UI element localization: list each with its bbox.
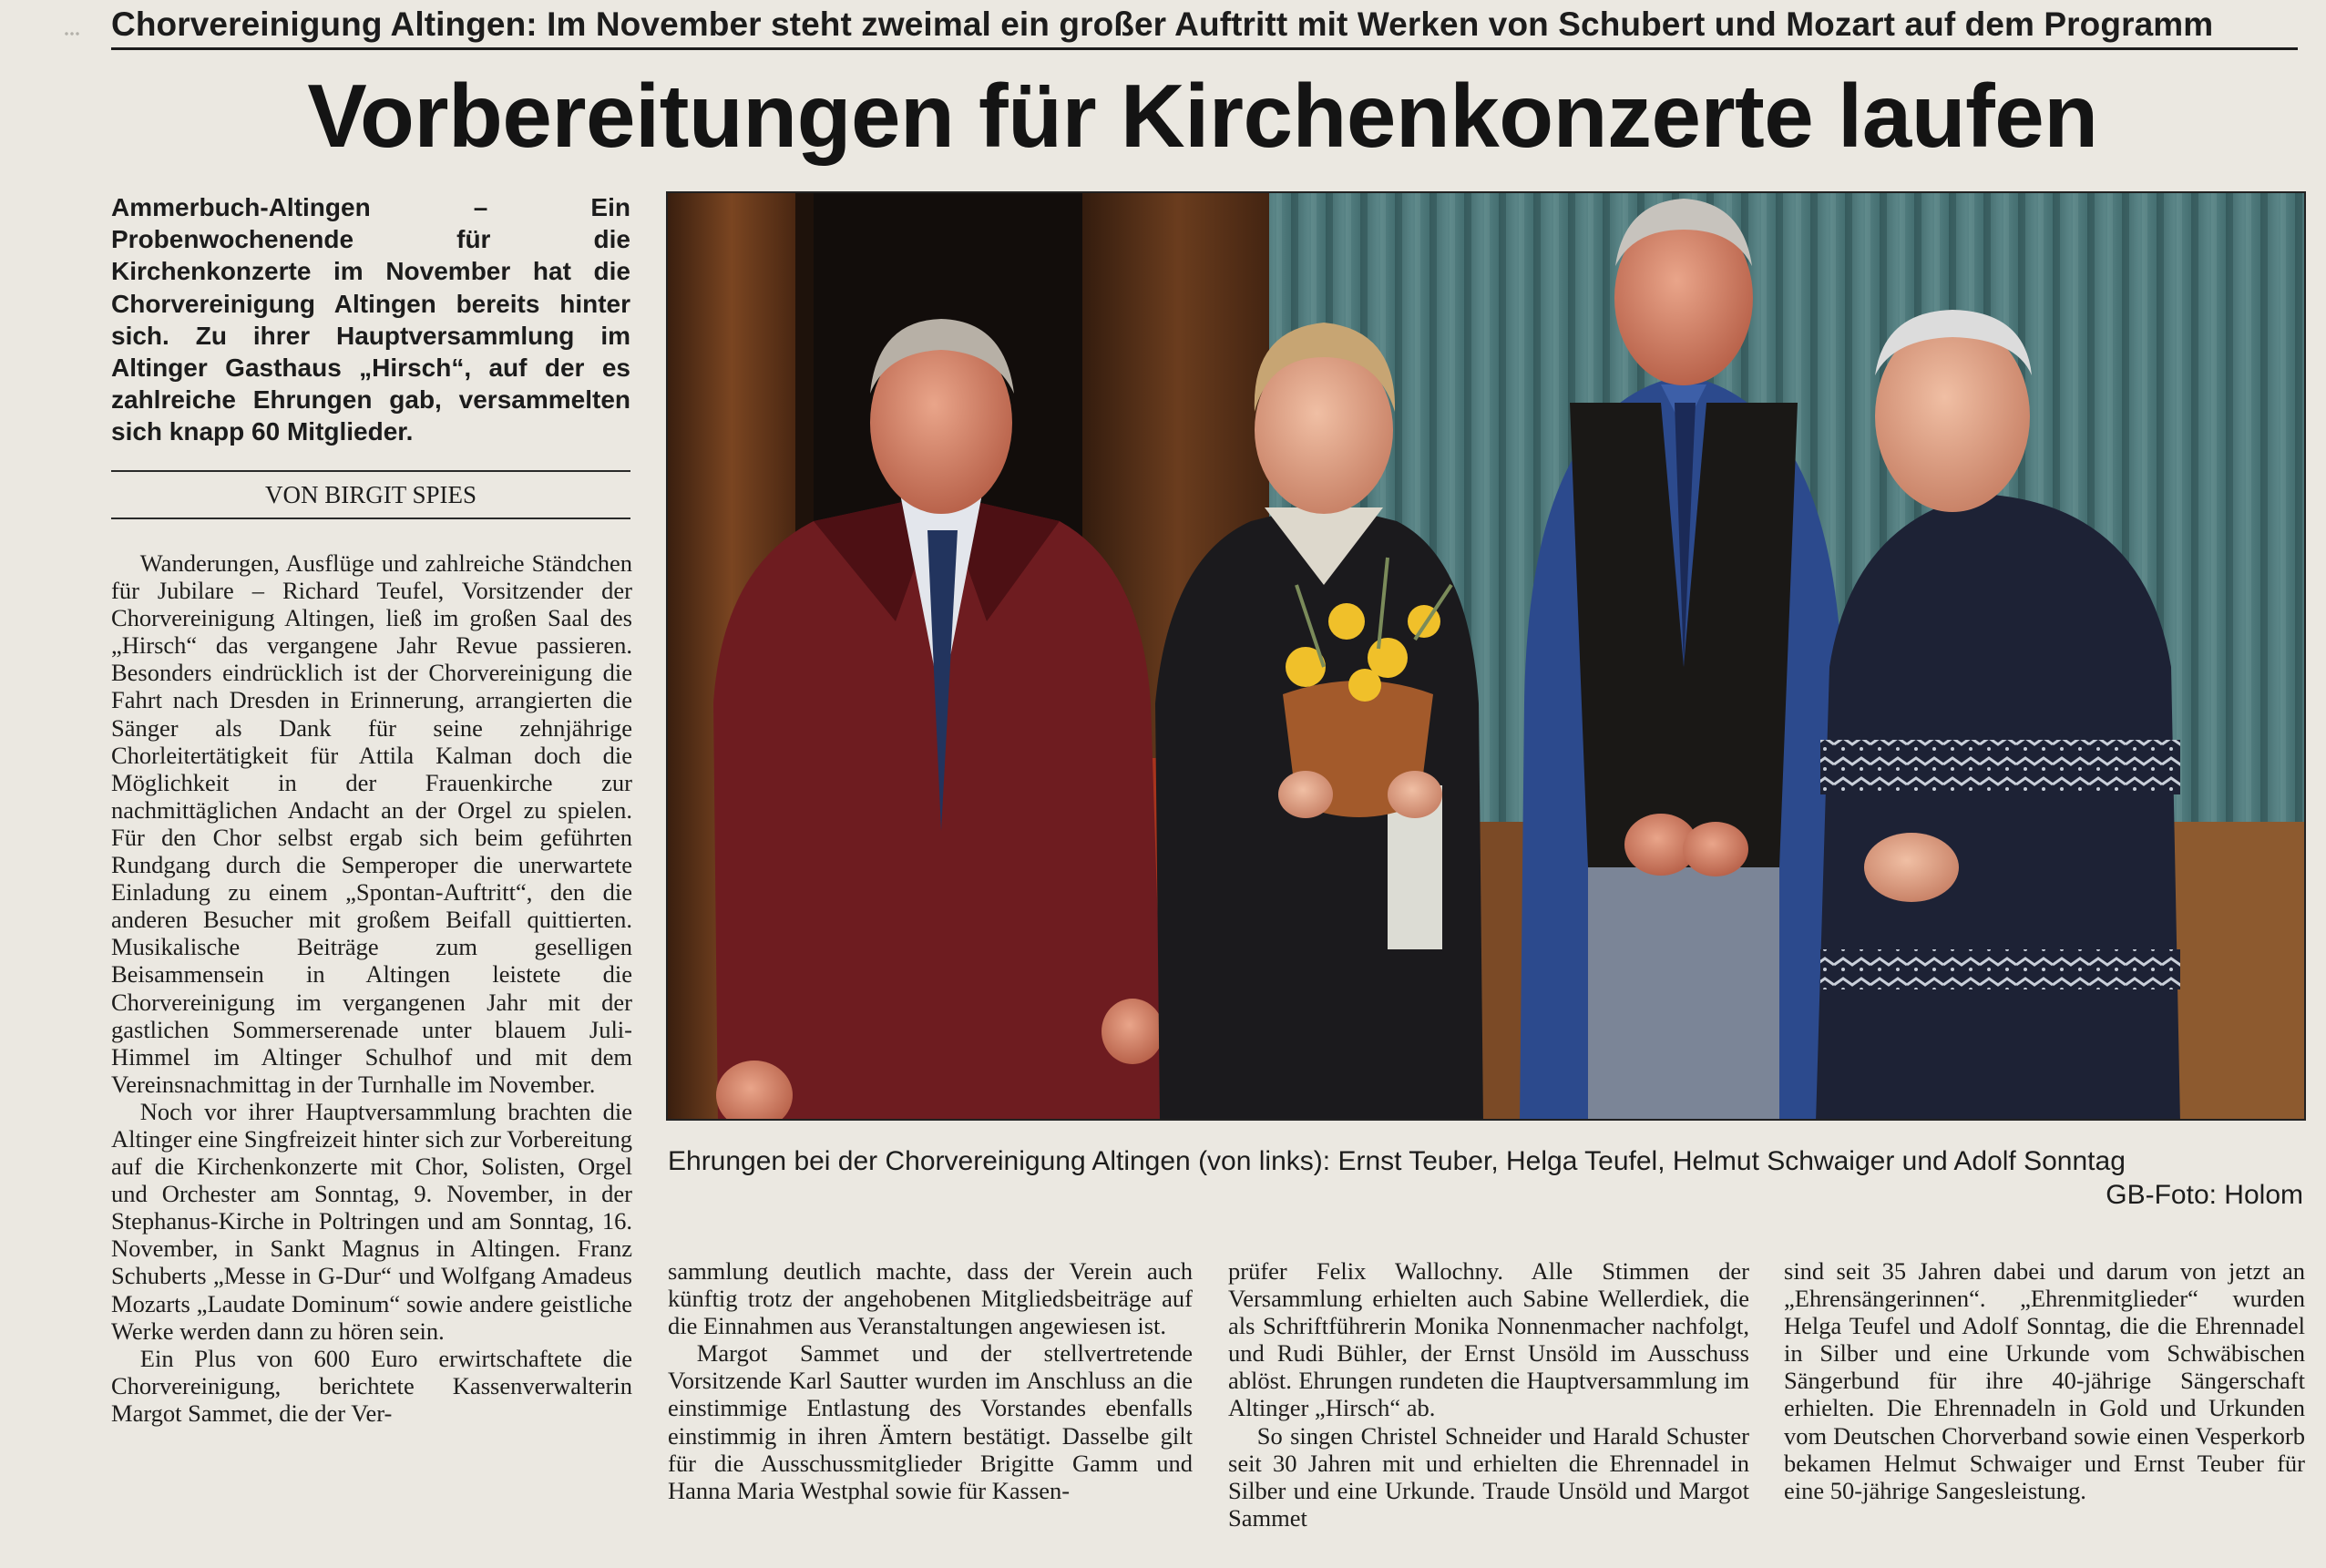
column-2-paragraph-2: Margot Sammet und der stellvertretende Vorsitzende Karl Sautter wurden im Anschluss an die einstimmige Entlastung des Vorstandes ebenfalls einstimmig in ihren Ämtern bestätigt. Dasselbe gilt für die Ausschussmitglieder Brigitte Gamm und Hanna Maria Westphal sowie für Kassen- bbox=[668, 1339, 1193, 1504]
column-4-paragraph-1: sind seit 35 Jahren dabei und darum von jetzt an „Ehrensängerinnen“. „Ehrenmitglieder“ wurden Helga Teufel und Adolf Sonntag, die die Ehrennadel in Silber und eine Urkunde vom Schwäbischen Sängerbund für ihre 40-jährige Sängerschaft erhielten. Die Ehrennadeln in Gold und Urkunden vom Deutschen Chorverband sowie einen Vesperkorb bekamen Helmut Schwaiger und Ernst Teuber für eine 50-jährige Sangesleistung. bbox=[1784, 1257, 2305, 1504]
text-column-1 bbox=[111, 549, 632, 1568]
scan-speckle bbox=[64, 31, 80, 36]
photo-caption bbox=[668, 1144, 2303, 1212]
byline: VON BIRGIT SPIES bbox=[111, 470, 630, 519]
kicker-line: Chorvereinigung Altingen: Im November steht zweimal ein großer Auftritt mit Werken von Schubert und Mozart auf dem Programm bbox=[111, 2, 2298, 50]
column-3-paragraph-1: prüfer Felix Wallochny. Alle Stimmen der Versammlung erhielten auch Sabine Wellerdiek, die als Schriftführerin Monika Nonnenmacher nachfolgt, und Rudi Bühler, der Ernst Unsöld im Ausschuss ablöst. Ehrungen rundeten die Hauptversammlung im Altinger „Hirsch“ ab. bbox=[1228, 1257, 1749, 1422]
text-column-3 bbox=[1228, 1257, 1749, 1568]
group-photo bbox=[666, 191, 2306, 1121]
column-1-paragraph-2: Noch vor ihrer Hauptversammlung brachten die Altinger eine Singfreizeit hinter sich zur Vorbereitung auf die Kirchenkonzerte mit Chor, Solisten, Orgel und Orchester am Sonntag, 9. November, in der Stephanus-Kirche in Poltringen und am Sonntag, 16. November, in Sankt Magnus in Altingen. Franz Schuberts „Messe in G-Dur“ und Wolfgang Amadeus Mozarts „Laudate Dominum“ sowie andere geistliche Werke werden dann zu hören sein. bbox=[111, 1097, 632, 1345]
column-2-paragraph-1: sammlung deutlich machte, dass der Verein auch künftig trotz der angehobenen Mitgliedsbeiträge auf die Einnahmen aus Veranstaltungen angewiesen ist. bbox=[668, 1257, 1193, 1340]
column-1-paragraph-3: Ein Plus von 600 Euro erwirtschaftete die Chorvereinigung, berichtete Kassenverwalterin Margot Sammet, die der Ver- bbox=[111, 1344, 632, 1427]
caption-text: Ehrungen bei der Chorvereinigung Altingen (von links): Ernst Teuber, Helga Teufel, Helmut Schwaiger und Adolf Sonntag bbox=[668, 1146, 2126, 1176]
photo-credit: GB-Foto: Holom bbox=[2106, 1180, 2303, 1210]
column-3-paragraph-2: So singen Christel Schneider und Harald Schuster seit 30 Jahren mit und erhielten die Ehrennadel in Silber und eine Urkunde. Traude Unsöld und Margot Sammet bbox=[1228, 1421, 1749, 1532]
text-column-2 bbox=[668, 1257, 1193, 1568]
headline: Vorbereitungen für Kirchenkonzerte laufen bbox=[307, 66, 2098, 166]
lead-paragraph: Ammerbuch-Altingen – Ein Probenwochenende für die Kirchenkonzerte im November hat die Chorvereinigung Altingen bereits hinter sich. Zu ihrer Hauptversammlung im Altinger Gasthaus „Hirsch“, auf der es zahlreiche Ehrungen gab, versammelten sich knapp 60 Mitglieder. bbox=[111, 193, 630, 446]
column-1-paragraph-1: Wanderungen, Ausflüge und zahlreiche Ständchen für Jubilare – Richard Teufel, Vorsitzender der Chorvereinigung Altingen, ließ im großen Saal des „Hirsch“ das vergangene Jahr Revue passieren. Besonders eindrücklich ist der Chorvereinigung die Fahrt nach Dresden in Erinnerung, arrangierten die Sänger als Dank für seine zehnjährige Chorleitertätigkeit für Attila Kalman doch die Möglichkeit in der Frauenkirche zur nachmittäglichen Andacht an der Orgel zu spielen. Für den Chor selbst ergab sich beim geführten Rundgang durch die Semperoper die unerwartete Einladung zu einem „Spontan-Auftritt“, den die anderen Besucher mit großem Beifall quittierten. Musikalische Beiträge zum geselligen Beisammensein in Altingen leistete die Chorvereinigung im vergangenen Jahr mit der gastlichen Sommerserenade unter blauem Juli-Himmel im Altinger Schulhof und mit dem Vereinsnachmittag in der Turnhalle im November. bbox=[111, 549, 632, 1098]
text-column-4 bbox=[1784, 1257, 2305, 1568]
